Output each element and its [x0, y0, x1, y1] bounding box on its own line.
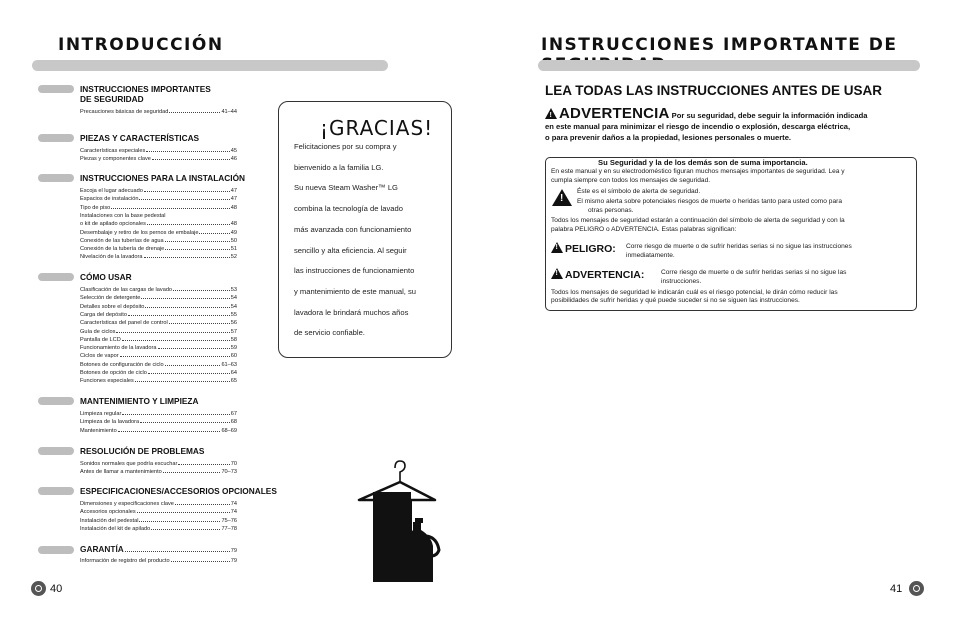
toc-entry[interactable]: Características especiales 45: [80, 148, 237, 154]
toc-entry[interactable]: Limpieza regular 67: [80, 411, 237, 417]
thanks-line: lavadora le brindará muchos años: [294, 307, 409, 317]
toc-entry[interactable]: Tipo de piso 48: [80, 204, 237, 211]
toc-entry[interactable]: Limpieza de la lavadora 68: [80, 419, 237, 426]
symbol-line-3: otras personas.: [588, 207, 634, 214]
toc-section-heading: CÓMO USAR: [80, 272, 132, 282]
box-paragraph-2-line-2: palabra PELIGRO o ADVERTENCIA. Estas palabras significan:: [551, 226, 737, 233]
toc-entry[interactable]: Selección de detergente 54: [80, 295, 237, 302]
peligro-text-line-1: Corre riesgo de muerte o de sufrir heridas serias si no sigue las instrucciones: [626, 243, 852, 250]
warning-intro-line-2: en este manual para minimizar el riesgo de incendio o explosión, descarga eléctrica,: [545, 122, 851, 131]
toc-section-heading: GARANTÍA 79: [80, 544, 237, 554]
peligro-text-line-2: inmediatamente.: [626, 252, 675, 259]
section-bullet: [38, 134, 74, 142]
thanks-line: Felicitaciones por su compra y: [294, 142, 397, 151]
left-title-bar: [32, 60, 388, 71]
advertencia-label: ADVERTENCIA:: [565, 269, 645, 281]
lg-logo-icon: [31, 581, 46, 596]
toc-entry[interactable]: Accesorios opcionales 74: [80, 509, 237, 516]
toc-entry[interactable]: Mantenimiento 68–69: [80, 427, 237, 434]
toc-entry[interactable]: Funcionamiento de la lavadora 59: [80, 345, 237, 352]
toc-entry[interactable]: Botones de configuración de ciclo 61–63: [80, 361, 237, 368]
toc-entry[interactable]: Escoja el lugar adecuado 47: [80, 188, 237, 194]
toc-entry[interactable]: Información de registro del producto 79: [80, 558, 237, 564]
thanks-line: sencillo y alta eficiencia. Al seguir: [294, 245, 407, 255]
toc-entry[interactable]: Detalles sobre el depósito 54: [80, 303, 237, 310]
safety-box-heading: Su Seguridad y la de los demás son de suma importancia.: [598, 158, 808, 167]
toc-section-heading: ESPECIFICACIONES/ACCESORIOS OPCIONALES: [80, 486, 277, 496]
toc-entry[interactable]: Conexión de la tubería de drenaje 51: [80, 246, 237, 253]
toc-entry[interactable]: Instalación del pedestal 75–76: [80, 517, 237, 524]
peligro-triangle-icon: [551, 242, 563, 253]
toc-entry[interactable]: Ciclos de vapor 60: [80, 353, 237, 360]
toc-section-heading-line-2: DE SEGURIDAD: [80, 94, 144, 104]
toc-entry[interactable]: Funciones especiales 65: [80, 378, 237, 385]
advertencia-text-line-2: instrucciones.: [661, 278, 702, 285]
thanks-line: bienvenido a la familia LG.: [294, 162, 384, 172]
toc-entry[interactable]: Instalación del kit de apilado 77–78: [80, 525, 237, 532]
section-bullet: [38, 447, 74, 455]
lg-logo-icon: [909, 581, 924, 596]
right-title-bar: [538, 60, 920, 71]
thanks-line: combina la tecnología de lavado: [294, 204, 403, 214]
toc-entry[interactable]: Piezas y componentes clave 46: [80, 156, 237, 163]
right-page-number: 41: [890, 583, 903, 595]
box-paragraph-1-line-1: En este manual y en su electrodoméstico figuran muchos mensajes importantes de seguridad. Lea y: [551, 168, 845, 175]
peligro-label: PELIGRO:: [565, 243, 616, 255]
toc-entry[interactable]: Instalaciones con la base pedestal: [80, 212, 166, 219]
warning-triangle-icon: [545, 108, 557, 119]
toc-entry[interactable]: Clasificación de las cargas de lavado 53: [80, 287, 237, 293]
warning-intro-line-1: Por su seguridad, debe seguir la información indicada: [671, 111, 868, 120]
symbol-line-1: Éste es el símbolo de alerta de seguridad.: [577, 188, 701, 195]
toc-section-heading: MANTENIMIENTO Y LIMPIEZA: [80, 396, 199, 406]
thanks-line: más avanzada con funcionamiento: [294, 224, 412, 234]
warning-intro: [545, 105, 915, 143]
thanks-line: de servicio confiable.: [294, 328, 365, 338]
section-bullet: [38, 85, 74, 93]
thanks-line: Su nueva Steam Washer™ LG: [294, 183, 398, 193]
thanks-line: y mantenimiento de este manual, su: [294, 286, 416, 296]
toc-entry[interactable]: Espacios de instalación 47: [80, 196, 237, 203]
toc-entry[interactable]: Precauciones básicas de seguridad 41–44: [80, 109, 237, 115]
toc-entry[interactable]: Guía de ciclos 57: [80, 328, 237, 335]
safety-alert-icon: [552, 189, 572, 206]
advertencia-text-line-1: Corre riesgo de muerte o de sufrir heridas serias si no sigue las: [661, 269, 847, 276]
right-page-title: INSTRUCCIONES IMPORTANTE DE: [541, 35, 898, 55]
toc-section-heading: PIEZAS Y CARACTERÍSTICAS: [80, 133, 200, 143]
toc-entry[interactable]: Antes de llamar a mantenimiento 70–73: [80, 469, 237, 476]
section-bullet: [38, 487, 74, 495]
toc-entry[interactable]: Características del panel de control 56: [80, 320, 237, 327]
thanks-title: ¡GRACIAS!: [320, 116, 434, 140]
section-bullet: [38, 174, 74, 182]
toc-entry[interactable]: Conexión de las tuberías de agua 50: [80, 237, 237, 244]
box-paragraph-3-line-2: posibilidades de sufrir heridas y qué puede suceder si no se siguen las instrucciones.: [551, 297, 800, 304]
toc-entry[interactable]: Dimensiones y especificaciones clave 74: [80, 501, 237, 507]
box-paragraph-1-line-2: cumpla siempre con todos los mensajes de seguridad.: [551, 177, 711, 184]
hanger-and-detergent-icon: [355, 460, 450, 590]
toc-entry[interactable]: Pantalla de LCD 58: [80, 336, 237, 343]
toc-entry[interactable]: Sonidos normales que podría escuchar 70: [80, 461, 237, 467]
section-bullet: [38, 273, 74, 281]
symbol-line-2: El mismo alerta sobre potenciales riesgos de muerte o heridas tanto para usted como para: [577, 198, 842, 205]
read-all-heading: LEA TODAS LAS INSTRUCCIONES ANTES DE USAR: [545, 83, 883, 98]
toc-section-heading: RESOLUCIÓN DE PROBLEMAS: [80, 446, 205, 456]
left-page-title: INTRODUCCIÓN: [58, 35, 224, 55]
section-bullet: [38, 546, 74, 554]
box-paragraph-3-line-1: Todos los mensajes de seguridad le indicarán cuál es el riesgo potencial, le dirán cómo reducir las: [551, 289, 838, 296]
box-paragraph-2-line-1: Todos los mensajes de seguridad estarán a continuación del símbolo de alerta de seguridad y con la: [551, 217, 845, 224]
toc-entry[interactable]: Nivelación de la lavadora 52: [80, 254, 237, 261]
section-bullet: [38, 397, 74, 405]
warning-word: ADVERTENCIA: [559, 105, 670, 122]
warning-intro-line-3: o para prevenir daños a la propiedad, lesiones personales o muerte.: [545, 133, 792, 142]
peligro-label-row: [551, 239, 616, 257]
thanks-line: las instrucciones de funcionamiento: [294, 266, 415, 276]
toc-entry[interactable]: Desembalaje y retiro de los pernos de embalaje 49: [80, 229, 237, 236]
advertencia-label-row: [551, 265, 644, 283]
toc-entry[interactable]: Botones de opción de ciclo 64: [80, 370, 237, 376]
toc-entry[interactable]: Carga del depósito 55: [80, 311, 237, 318]
toc-entry[interactable]: o kit de apilado opcionales 48: [80, 221, 237, 228]
advertencia-triangle-icon: [551, 268, 563, 279]
toc-section-heading: INSTRUCCIONES PARA LA INSTALACIÓN: [80, 173, 246, 183]
toc-section-heading: INSTRUCCIONES IMPORTANTES: [80, 84, 211, 94]
left-page-number: 40: [50, 583, 63, 595]
